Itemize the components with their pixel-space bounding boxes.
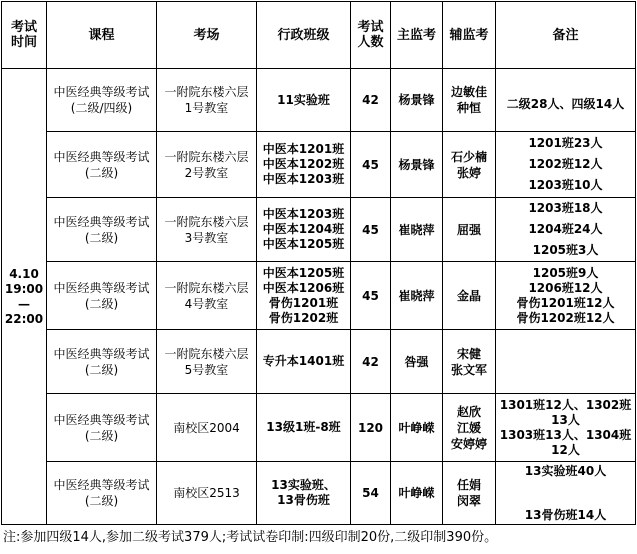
header-count: 考试 人数 [351,2,391,69]
assistant-proctor-cell: 石少楠 张婷 [443,132,496,198]
header-course: 课程 [47,2,157,69]
class-cell: 中医本1203班 中医本1204班 中医本1205班 [257,198,351,262]
assistant-proctor-cell: 金晶 [443,262,496,330]
chief-proctor-cell: 杨景锋 [391,69,443,132]
count-cell: 54 [351,462,391,525]
header-note: 备注 [496,2,636,69]
footnote: 注:参加四级14人,参加二级考试379人;考试试卷印制:四级印制20份,二级印制390份。 [3,530,498,545]
note-cell: 1301班12人、1302班 13人 1303班13人、1304班 12人 [496,394,636,462]
count-cell: 45 [351,198,391,262]
count-cell: 120 [351,394,391,462]
table-row [2,330,636,394]
header-room: 考场 [157,2,257,69]
header-chief: 主监考 [391,2,443,69]
exam-time-cell: 4.10 19:00 — 22:00 [2,69,47,525]
course-cell: 中医经典等级考试 (二级) [47,198,157,262]
header-class: 行政班级 [257,2,351,69]
class-cell: 中医本1201班 中医本1202班 中医本1203班 [257,132,351,198]
table-row [2,69,636,132]
assistant-proctor-cell: 任娟 闵翠 [443,462,496,525]
room-cell: 一附院东楼六层 1号教室 [157,69,257,132]
table-row [2,394,636,462]
header-assistant: 辅监考 [443,2,496,69]
assistant-proctor-cell: 宋健 张文军 [443,330,496,394]
room-cell: 一附院东楼六层 4号教室 [157,262,257,330]
table-row [2,132,636,198]
room-cell: 一附院东楼六层 5号教室 [157,330,257,394]
note-cell: 1205班9人 1206班12人 骨伤1201班12人 骨伤1202班12人 [496,262,636,330]
count-cell: 45 [351,262,391,330]
room-cell: 一附院东楼六层 2号教室 [157,132,257,198]
class-cell: 13级1班-8班 [257,394,351,462]
chief-proctor-cell: 杨景锋 [391,132,443,198]
chief-proctor-cell: 崔晓萍 [391,198,443,262]
course-cell: 中医经典等级考试 (二级) [47,330,157,394]
room-cell: 南校区2004 [157,394,257,462]
assistant-proctor-cell: 屈强 [443,198,496,262]
note-cell: 1203班18人 1204班24人 1205班3人 [496,198,636,262]
class-cell: 中医本1205班 中医本1206班 骨伤1201班 骨伤1202班 [257,262,351,330]
note-cell [496,330,636,394]
class-cell: 专升本1401班 [257,330,351,394]
exam-schedule-table [1,1,636,525]
table-row [2,462,636,525]
course-cell: 中医经典等级考试 (二级) [47,462,157,525]
room-cell: 南校区2513 [157,462,257,525]
note-cell: 二级28人、四级14人 [496,69,636,132]
count-cell: 42 [351,69,391,132]
note-cell: 13实验班40人 13骨伤班14人 [496,462,636,525]
chief-proctor-cell: 崔晓萍 [391,262,443,330]
chief-proctor-cell: 咎强 [391,330,443,394]
table-row [2,198,636,262]
header-time: 考试 时间 [2,2,47,69]
course-cell: 中医经典等级考试 (二级) [47,262,157,330]
assistant-proctor-cell: 边敏佳 种恒 [443,69,496,132]
class-cell: 11实验班 [257,69,351,132]
class-cell: 13实验班、 13骨伤班 [257,462,351,525]
chief-proctor-cell: 叶峥嵘 [391,462,443,525]
chief-proctor-cell: 叶峥嵘 [391,394,443,462]
note-cell: 1201班23人 1202班12人 1203班10人 [496,132,636,198]
assistant-proctor-cell: 赵欣 江媛 安婷婷 [443,394,496,462]
count-cell: 42 [351,330,391,394]
course-cell: 中医经典等级考试 (二级) [47,394,157,462]
course-cell: 中医经典等级考试 (二级) [47,132,157,198]
table-row [2,262,636,330]
room-cell: 一附院东楼六层 3号教室 [157,198,257,262]
course-cell: 中医经典等级考试 (二级/四级) [47,69,157,132]
count-cell: 45 [351,132,391,198]
header-row [2,2,636,69]
